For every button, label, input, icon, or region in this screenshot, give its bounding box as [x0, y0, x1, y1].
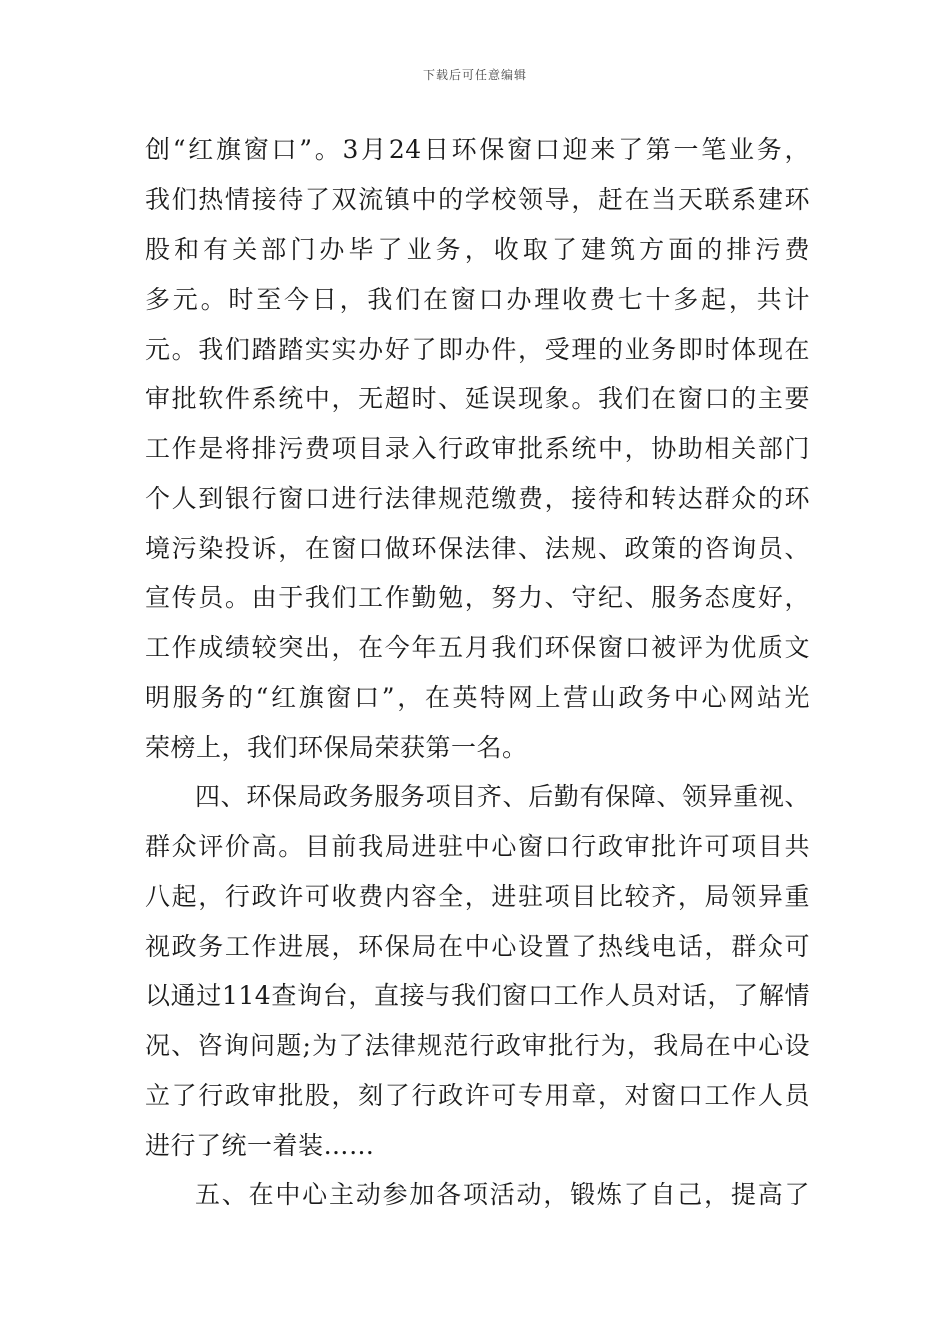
- text-line: 创“红旗窗口”。3月24日环保窗口迎来了第一笔业务，: [145, 135, 810, 164]
- text-line: 立了行政审批股，刻了行政许可专用章，对窗口工作人员: [145, 1081, 810, 1110]
- text-line: 多元。时至今日，我们在窗口办理收费七十多起，共计: [145, 285, 810, 314]
- text-line: 况、咨询问题;为了法律规范行政审批行为，我局在中心设: [145, 1031, 810, 1060]
- text-line: 荣榜上，我们环保局荣获第一名。: [145, 733, 528, 762]
- text-line: 群众评价高。目前我局进驻中心窗口行政审批许可项目共: [145, 832, 810, 861]
- page-header: 下载后可任意编辑: [422, 68, 527, 82]
- paragraph-start-line: 五、在中心主动参加各项活动，锻炼了自己，提高了: [195, 1180, 810, 1209]
- text-line: 视政务工作进展，环保局在中心设置了热线电话，群众可: [145, 932, 810, 961]
- text-line: 股和有关部门办毕了业务，收取了建筑方面的排污费: [145, 235, 810, 264]
- text-line: 宣传员。由于我们工作勤勉，努力、守纪、服务态度好，: [145, 583, 810, 612]
- text-line: 以通过114查询台，直接与我们窗口工作人员对话，了解情: [145, 981, 810, 1010]
- text-line: 八起，行政许可收费内容全，进驻项目比较齐，局领异重: [145, 882, 810, 911]
- text-line: 元。我们踏踏实实办好了即办件，受理的业务即时体现在: [145, 335, 810, 364]
- text-line: 我们热情接待了双流镇中的学校领导，赶在当天联系建环: [145, 185, 810, 214]
- text-line: 工作成绩较突出，在今年五月我们环保窗口被评为优质文: [145, 633, 810, 662]
- text-line: 境污染投诉，在窗口做环保法律、法规、政策的咨询员、: [145, 534, 810, 563]
- text-line: 个人到银行窗口进行法律规范缴费，接待和转达群众的环: [145, 484, 810, 513]
- paragraph-start-line: 四、环保局政务服务项目齐、后勤有保障、领异重视、: [195, 782, 810, 811]
- text-line: 工作是将排污费项目录入行政审批系统中，协助相关部门: [145, 434, 810, 463]
- text-line: 明服务的“红旗窗口”，在英特网上营山政务中心网站光: [145, 683, 810, 712]
- text-line: 审批软件系统中，无超时、延误现象。我们在窗口的主要: [145, 384, 810, 413]
- text-line: 进行了统一着装……: [145, 1131, 375, 1160]
